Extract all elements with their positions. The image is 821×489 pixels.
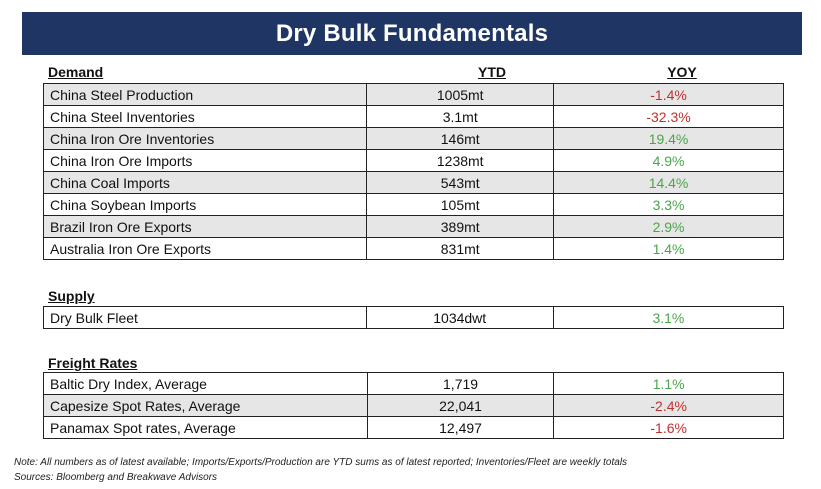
table-row [44, 150, 784, 172]
row-yoy: 3.3% [554, 194, 784, 216]
row-yoy: 14.4% [554, 172, 784, 194]
row-ytd: 1238mt [367, 150, 554, 172]
row-yoy: 2.9% [554, 216, 784, 238]
freight-table [43, 372, 784, 439]
page-title: Dry Bulk Fundamentals [275, 19, 549, 47]
row-yoy: 19.4% [554, 128, 784, 150]
supply-section-label: Supply [48, 288, 95, 304]
table-row [44, 395, 784, 417]
row-name: Panamax Spot rates, Average [44, 417, 368, 439]
demand-section-label: Demand [48, 64, 104, 80]
table-row [44, 84, 784, 106]
table-row [44, 238, 784, 260]
table-row [44, 106, 784, 128]
row-ytd: 146mt [367, 128, 554, 150]
row-name: China Soybean Imports [44, 194, 367, 216]
row-name: China Coal Imports [44, 172, 367, 194]
row-ytd: 1,719 [367, 373, 554, 395]
table-row [44, 172, 784, 194]
row-name: Australia Iron Ore Exports [44, 238, 367, 260]
demand-table [43, 83, 784, 260]
table-row [44, 194, 784, 216]
row-yoy: 1.1% [554, 373, 784, 395]
row-yoy: -1.6% [554, 417, 784, 439]
table-row [44, 216, 784, 238]
footer-sources: Sources: Bloomberg and Breakwave Advisors [14, 472, 218, 483]
freight-section-label: Freight Rates [48, 355, 138, 371]
row-yoy: -2.4% [554, 395, 784, 417]
yoy-column-header: YOY [667, 64, 697, 80]
supply-table [43, 306, 784, 329]
row-yoy: -32.3% [554, 106, 784, 128]
row-name: China Steel Production [44, 84, 367, 106]
table-row [44, 128, 784, 150]
row-ytd: 3.1mt [367, 106, 554, 128]
row-ytd: 12,497 [367, 417, 554, 439]
row-name: China Steel Inventories [44, 106, 367, 128]
row-name: Baltic Dry Index, Average [44, 373, 368, 395]
row-ytd: 22,041 [367, 395, 554, 417]
row-name: Brazil Iron Ore Exports [44, 216, 367, 238]
row-yoy: 4.9% [554, 150, 784, 172]
row-name: China Iron Ore Imports [44, 150, 367, 172]
row-ytd: 831mt [367, 238, 554, 260]
row-ytd: 1034dwt [366, 307, 553, 329]
row-name: Capesize Spot Rates, Average [44, 395, 368, 417]
row-ytd: 105mt [367, 194, 554, 216]
row-ytd: 389mt [367, 216, 554, 238]
row-yoy: -1.4% [554, 84, 784, 106]
row-name: China Iron Ore Inventories [44, 128, 367, 150]
table-row [44, 417, 784, 439]
ytd-column-header: YTD [478, 64, 506, 80]
row-name: Dry Bulk Fleet [44, 307, 367, 329]
row-ytd: 543mt [367, 172, 554, 194]
table-row [44, 373, 784, 395]
row-ytd: 1005mt [367, 84, 554, 106]
title-banner [22, 12, 802, 55]
table-row [44, 307, 784, 329]
row-yoy: 3.1% [553, 307, 783, 329]
row-yoy: 1.4% [554, 238, 784, 260]
footer-note: Note: All numbers as of latest available; Imports/Exports/Production are YTD sums as of latest reported; Inventories/Fleet are weekly totals [14, 457, 628, 468]
